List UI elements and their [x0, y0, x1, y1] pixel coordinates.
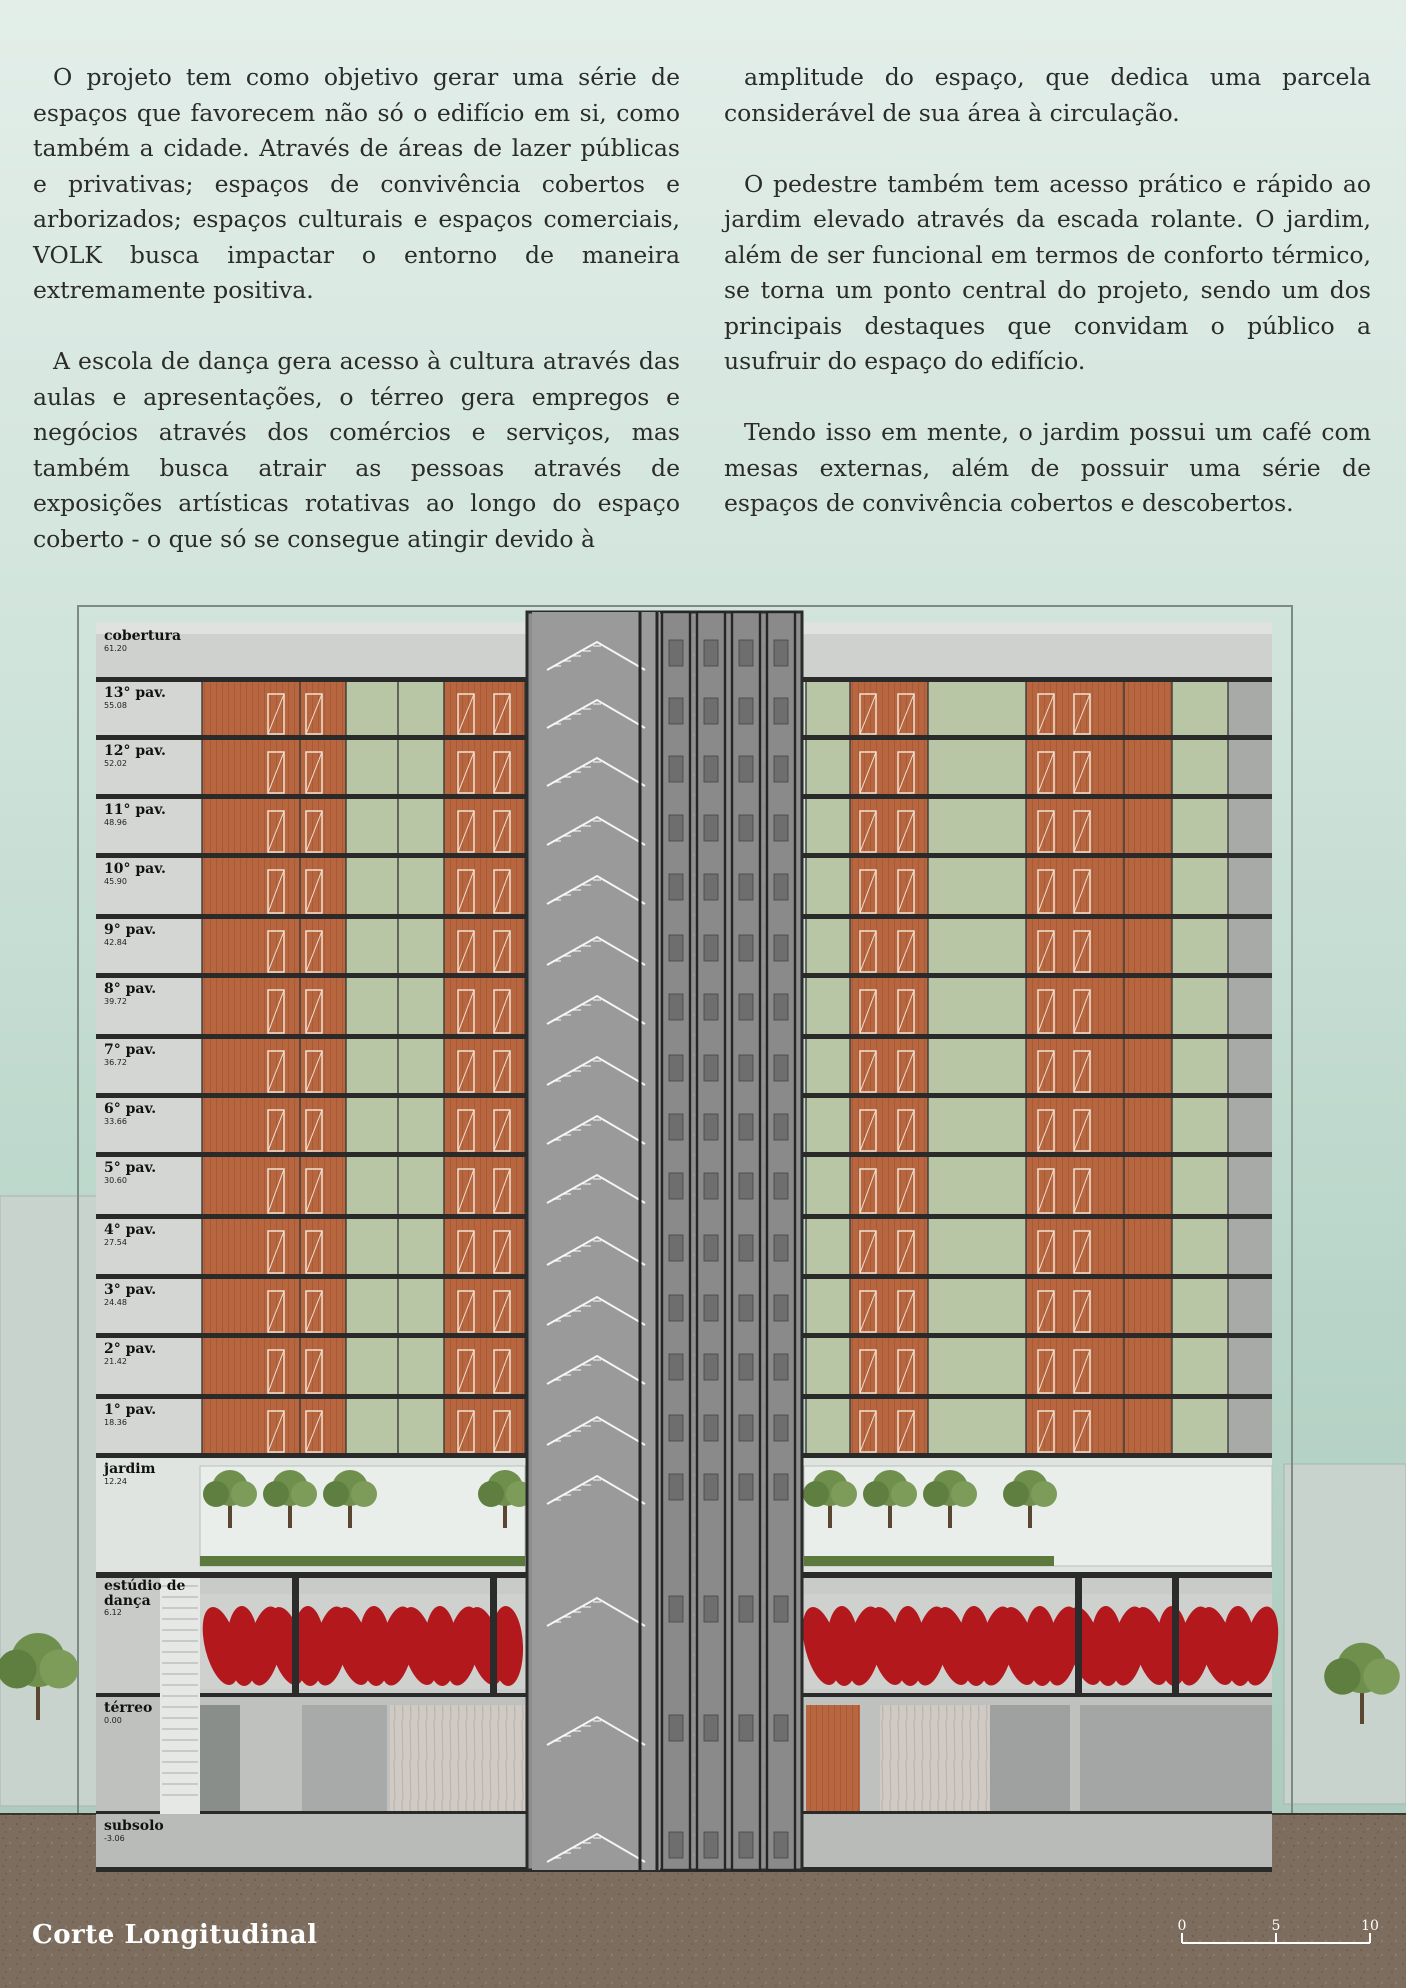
glass-panel: [928, 680, 1026, 738]
level-elevation: 52.02: [104, 759, 127, 768]
floor-strip: [1228, 917, 1272, 976]
level-elevation: -3.06: [104, 1834, 125, 1843]
glass-panel: [928, 1096, 1026, 1155]
wood-panel: [202, 856, 346, 917]
glass-panel: [346, 1037, 444, 1096]
level-elevation: 36.72: [104, 1058, 127, 1067]
wood-panel: [444, 1217, 525, 1277]
tree-crown: [1031, 1481, 1057, 1507]
paragraph: amplitude do espaço, que dedica uma parcela considerável de sua área à circulação.: [724, 63, 1371, 127]
wood-panel: [444, 680, 525, 738]
elevator-door: [704, 1055, 718, 1081]
elevator-door: [669, 1715, 683, 1741]
elevator-door: [774, 994, 788, 1020]
elevator-door: [669, 640, 683, 666]
glass-panel: [928, 1397, 1026, 1456]
elevator-door: [669, 756, 683, 782]
floor-strip: [1228, 1096, 1272, 1155]
elevator-door: [739, 874, 753, 900]
text-column-left: [33, 60, 680, 593]
paragraph: Tendo isso em mente, o jardim possui um café com mesas externas, além de possuir uma série de espaços de convivência cobertos e descobertos.: [724, 418, 1371, 517]
neighbour-building-right: [1284, 1464, 1406, 1804]
tree-crown: [291, 1481, 317, 1507]
scale-label: 0: [1177, 1918, 1187, 1934]
elevator-door: [774, 874, 788, 900]
wood-panel: [202, 1336, 346, 1397]
floor-strip: [1228, 797, 1272, 856]
level-name: 11° pav.: [104, 802, 166, 818]
glass-panel: [806, 797, 850, 856]
elevator-door: [774, 815, 788, 841]
elevator-door: [669, 1415, 683, 1441]
glass-panel: [806, 856, 850, 917]
wood-panel: [202, 1037, 346, 1096]
level-name: 6° pav.: [104, 1101, 157, 1117]
floor-strip: [1228, 738, 1272, 797]
tree-crown: [831, 1481, 857, 1507]
glass-panel: [928, 856, 1026, 917]
level-name: 2° pav.: [104, 1341, 157, 1357]
text-column-right: [724, 60, 1371, 557]
level-name: 5° pav.: [104, 1160, 157, 1176]
elevator-door: [774, 1114, 788, 1140]
elevator-door: [739, 1235, 753, 1261]
glass-panel: [346, 1277, 444, 1336]
glass-panel: [928, 1336, 1026, 1397]
elevator-door: [669, 1295, 683, 1321]
level-name: 13° pav.: [104, 685, 166, 701]
elevator-door: [704, 1715, 718, 1741]
level-name: jardim: [104, 1461, 156, 1477]
level-elevation: 6.12: [104, 1608, 122, 1617]
level-elevation: 18.36: [104, 1418, 127, 1427]
glass-panel: [346, 1096, 444, 1155]
tree-crown: [863, 1481, 889, 1507]
tree-crown: [263, 1481, 289, 1507]
glass-panel: [928, 738, 1026, 797]
glass-panel: [806, 1096, 850, 1155]
glass-panel: [346, 1155, 444, 1217]
level-name: térreo: [104, 1700, 153, 1716]
tree-crown: [951, 1481, 977, 1507]
tree-crown: [803, 1481, 829, 1507]
elevator-door: [669, 1235, 683, 1261]
glass-panel: [806, 738, 850, 797]
paragraph: A escola de dança gera acesso à cultura através das aulas e apresentações, o térreo gera empregos e negócios através dos comércios e serviços, mas também busca atrair as pessoas através de exposições artísticas rotativas ao longo do espaço coberto - o que só se consegue atingir devido à: [33, 347, 680, 553]
tree-crown: [891, 1481, 917, 1507]
elevator-door: [704, 756, 718, 782]
elevator-door: [739, 994, 753, 1020]
tree-crown: [1003, 1481, 1029, 1507]
level-name: 10° pav.: [104, 861, 166, 877]
shopfront: [990, 1705, 1070, 1814]
elevator-door: [669, 994, 683, 1020]
level-name-line: dança: [104, 1593, 151, 1609]
floor-strip: [1228, 1155, 1272, 1217]
glass-panel: [346, 976, 444, 1037]
tree-crown: [351, 1481, 377, 1507]
street-tree-crown: [1324, 1658, 1360, 1694]
elevator-door: [704, 874, 718, 900]
glass-panel: [346, 680, 444, 738]
level-elevation: 12.24: [104, 1477, 127, 1486]
paragraph: O projeto tem como objetivo gerar uma série de espaços que favorecem não só o edifício em si, como também a cidade. Através de áreas de lazer públicas e privativas; espaços de convivência cobertos e arborizados; espaços culturais e espaços comerciais, VOLK busca impactar o entorno de maneira extremamente positiva.: [33, 63, 680, 304]
elevator-door: [739, 1715, 753, 1741]
scale-label: 5: [1271, 1918, 1281, 1934]
glass-panel: [928, 1037, 1026, 1096]
elevator-door: [704, 1114, 718, 1140]
level-elevation: 39.72: [104, 997, 127, 1006]
level-name: 8° pav.: [104, 981, 157, 997]
level-elevation: 21.42: [104, 1357, 127, 1366]
level-name: 3° pav.: [104, 1282, 157, 1298]
elevator-door: [704, 1474, 718, 1500]
planter: [200, 1556, 525, 1566]
wood-panel: [202, 738, 346, 797]
elevator-door: [739, 1354, 753, 1380]
glass-panel: [346, 1336, 444, 1397]
wood-panel: [444, 1277, 525, 1336]
wood-panel: [444, 856, 525, 917]
elevator-door: [739, 1114, 753, 1140]
wood-panel: [202, 1397, 346, 1456]
elevator-door: [774, 1173, 788, 1199]
level-elevation: 30.60: [104, 1176, 127, 1185]
wood-panel: [444, 1037, 525, 1096]
level-elevation: 0.00: [104, 1716, 122, 1725]
elevator-door: [774, 1354, 788, 1380]
wood-panel: [444, 917, 525, 976]
marble-wall: [390, 1705, 525, 1814]
wood-panel: [444, 1336, 525, 1397]
glass-panel: [928, 1155, 1026, 1217]
column: [490, 1578, 497, 1697]
street-tree-crown: [40, 1650, 79, 1689]
marble-wall: [880, 1705, 990, 1814]
elevator-door: [704, 815, 718, 841]
glass-panel: [806, 976, 850, 1037]
wood-panel: [444, 976, 525, 1037]
elevator-door: [704, 1415, 718, 1441]
wood-panel: [444, 1155, 525, 1217]
longitudinal-section-drawing: [0, 560, 1406, 1988]
wood-panel: [444, 1397, 525, 1456]
level-elevation: 24.48: [104, 1298, 127, 1307]
tree-crown: [478, 1481, 504, 1507]
glass-panel: [806, 1037, 850, 1096]
tree-crown: [203, 1481, 229, 1507]
elevator-door: [774, 1596, 788, 1622]
level-name: cobertura: [104, 628, 182, 644]
level-name: 9° pav.: [104, 922, 157, 938]
elevator-door: [669, 698, 683, 724]
elevator-door: [704, 935, 718, 961]
floor-strip: [1228, 856, 1272, 917]
elevator-door: [704, 1354, 718, 1380]
glass-panel: [346, 797, 444, 856]
glass-panel: [928, 1217, 1026, 1277]
glass-panel: [806, 1155, 850, 1217]
level-elevation: 42.84: [104, 938, 127, 947]
level-elevation: 48.96: [104, 818, 127, 827]
elevator-door: [739, 1474, 753, 1500]
glass-panel: [806, 680, 850, 738]
wood-panel: [202, 1277, 346, 1336]
shopfront: [1080, 1705, 1272, 1814]
shopfront: [302, 1705, 387, 1814]
wood-panel: [202, 797, 346, 856]
elevator-door: [739, 935, 753, 961]
floor-strip: [1228, 1277, 1272, 1336]
elevator-door: [704, 1832, 718, 1858]
floor-strip: [1228, 976, 1272, 1037]
paragraph: O pedestre também tem acesso prático e rápido ao jardim elevado através da escada rolante. O jardim, além de ser funcional em termos de conforto térmico, se torna um ponto central do projeto, sendo um dos principais destaques que convidam o público a usufruir do espaço do edifício.: [724, 169, 1371, 375]
level-elevation: 45.90: [104, 877, 127, 886]
glass-panel: [806, 1397, 850, 1456]
elevator-door: [739, 1055, 753, 1081]
elevator-door: [774, 1295, 788, 1321]
level-elevation: 55.08: [104, 701, 127, 710]
scale-label: 10: [1361, 1918, 1379, 1934]
column: [292, 1578, 299, 1697]
elevator-door: [774, 756, 788, 782]
floor-strip: [1228, 1037, 1272, 1096]
elevator-door: [669, 1354, 683, 1380]
elevator-door: [704, 698, 718, 724]
floor-strip: [1228, 1397, 1272, 1456]
street-tree-crown: [1363, 1658, 1399, 1694]
level-name-line: estúdio de: [104, 1578, 186, 1594]
elevator-door: [739, 1173, 753, 1199]
glass-panel: [346, 1217, 444, 1277]
glass-panel: [346, 1397, 444, 1456]
elevator-door: [669, 815, 683, 841]
elevator-door: [669, 1114, 683, 1140]
glass-panel: [806, 1336, 850, 1397]
level-name: 7° pav.: [104, 1042, 157, 1058]
glass-panel: [806, 1277, 850, 1336]
elevator-door: [774, 640, 788, 666]
elevator-door: [774, 1235, 788, 1261]
tree-crown: [323, 1481, 349, 1507]
glass-panel: [928, 976, 1026, 1037]
level-elevation: 27.54: [104, 1238, 127, 1247]
elevator-door: [739, 815, 753, 841]
shopfront: [200, 1705, 240, 1814]
elevator-door: [739, 1415, 753, 1441]
elevator-door: [669, 1055, 683, 1081]
glass-panel: [806, 1217, 850, 1277]
wood-panel: [202, 1096, 346, 1155]
glass-panel: [346, 856, 444, 917]
glass-panel: [928, 797, 1026, 856]
neighbour-building-left: [0, 1196, 98, 1806]
elevator-door: [669, 1832, 683, 1858]
elevator-door: [774, 935, 788, 961]
elevator-door: [739, 756, 753, 782]
tree-crown: [923, 1481, 949, 1507]
elevator-door: [704, 994, 718, 1020]
elevator-door: [774, 1474, 788, 1500]
wood-panel: [444, 738, 525, 797]
elevator-door: [739, 698, 753, 724]
column: [1172, 1578, 1179, 1697]
elevator-door: [774, 1715, 788, 1741]
column: [1075, 1578, 1082, 1697]
elevator-door: [739, 1295, 753, 1321]
elevator-door: [774, 698, 788, 724]
elevator-door: [774, 1832, 788, 1858]
level-name: 12° pav.: [104, 743, 166, 759]
drawing-title: Corte Longitudinal: [32, 1920, 318, 1950]
glass-panel: [928, 917, 1026, 976]
glass-panel: [346, 738, 444, 797]
level-elevation: 33.66: [104, 1117, 127, 1126]
elevator-door: [704, 1295, 718, 1321]
elevator-door: [739, 640, 753, 666]
level-name: 4° pav.: [104, 1222, 157, 1238]
elevator-door: [669, 874, 683, 900]
level-elevation: 61.20: [104, 644, 127, 653]
wood-panel: [202, 1155, 346, 1217]
wood-panel: [202, 976, 346, 1037]
glass-panel: [928, 1277, 1026, 1336]
wood-panel: [202, 917, 346, 976]
wood-door: [806, 1705, 860, 1814]
elevator-door: [704, 1596, 718, 1622]
floor-strip: [1228, 680, 1272, 738]
glass-panel: [346, 917, 444, 976]
glass-panel: [806, 917, 850, 976]
elevator-door: [704, 1235, 718, 1261]
elevator-door: [704, 1173, 718, 1199]
tree-crown: [231, 1481, 257, 1507]
wood-panel: [202, 1217, 346, 1277]
elevator-door: [669, 935, 683, 961]
elevator-door: [669, 1173, 683, 1199]
elevator-door: [704, 640, 718, 666]
planter: [804, 1556, 1054, 1566]
level-name: 1° pav.: [104, 1402, 157, 1418]
level-name: subsolo: [104, 1818, 164, 1834]
elevator-door: [774, 1415, 788, 1441]
elevator-door: [669, 1596, 683, 1622]
wood-panel: [444, 1096, 525, 1155]
floor-strip: [1228, 1336, 1272, 1397]
floor-strip: [1228, 1217, 1272, 1277]
elevator-door: [739, 1832, 753, 1858]
elevator-door: [774, 1055, 788, 1081]
elevator-door: [739, 1596, 753, 1622]
wood-panel: [444, 797, 525, 856]
wood-panel: [202, 680, 346, 738]
elevator-door: [669, 1474, 683, 1500]
